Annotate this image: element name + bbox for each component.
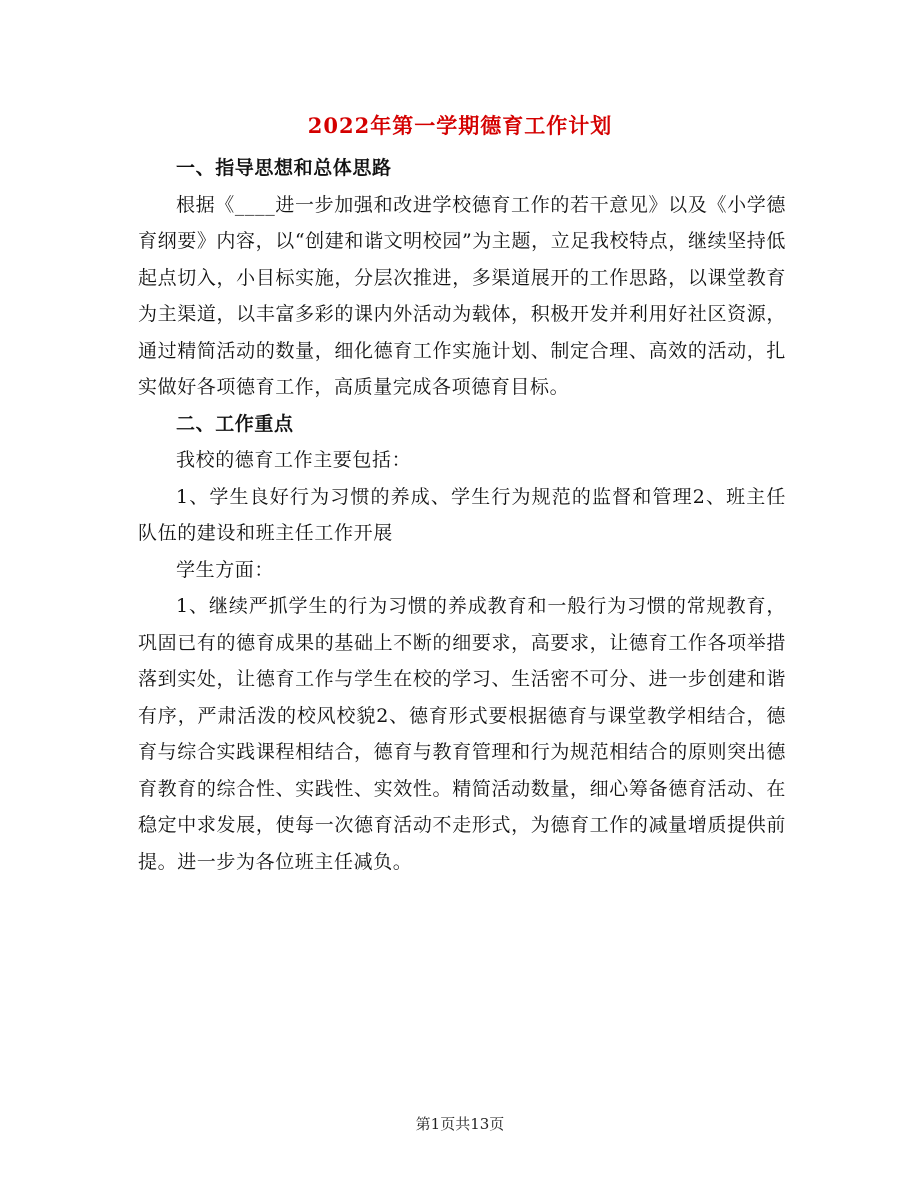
section-1-paragraph: 根据《____进一步加强和改进学校德育工作的若干意见》以及《小学德育纲要》内容，以“创建和谐文明校园”为主题，立足我校特点，继续坚持低起点切入，小目标实施，分层次推进，多渠道展开的工作思路，以课堂教育为主渠道，以丰富多彩的课内外活动为载体，积极开发并利用好社区资源，通过精简活动的数量，细化德育工作实施计划、制定合理、高效的活动，扎实做好各项德育工作，高质量完成各项德育目标。	[138, 193, 786, 398]
document-title: 2022年第一学期德育工作计划	[307, 113, 613, 138]
students-paragraph: 1、继续严抓学生的行为习惯的养成教育和一般行为习惯的常规教育，巩固已有的德育成果的基础上不断的细要求，高要求，让德育工作各项举措落到实处，让德育工作与学生在校的学习、生活密不可分、进一步创建和谐有序，严肃活泼的校风校貌2、德育形式要根据德育与课堂教学相结合，德育与综合实践课程相结合，德育与教育管理和行为规范相结合的原则突出德育教育的综合性、实践性、实效性。精简活动数量，细心筹备德育活动、在稳定中求发展，使每一次德育活动不走形式，为德育工作的减量增质提供前提。进一步为各位班主任减负。	[138, 595, 786, 873]
students-label: 学生方面：	[176, 558, 275, 581]
document-body	[138, 150, 786, 880]
section-2-heading: 二、工作重点	[176, 412, 294, 435]
section-1-heading: 一、指导思想和总体思路	[176, 157, 392, 179]
section-2-items: 1、学生良好行为习惯的养成、学生行为规范的监督和管理2、班主任队伍的建设和班主任工作开展	[138, 485, 786, 544]
section-2-intro: 我校的德育工作主要包括：	[176, 449, 412, 471]
page-footer: 第1页共13页	[415, 1115, 505, 1133]
